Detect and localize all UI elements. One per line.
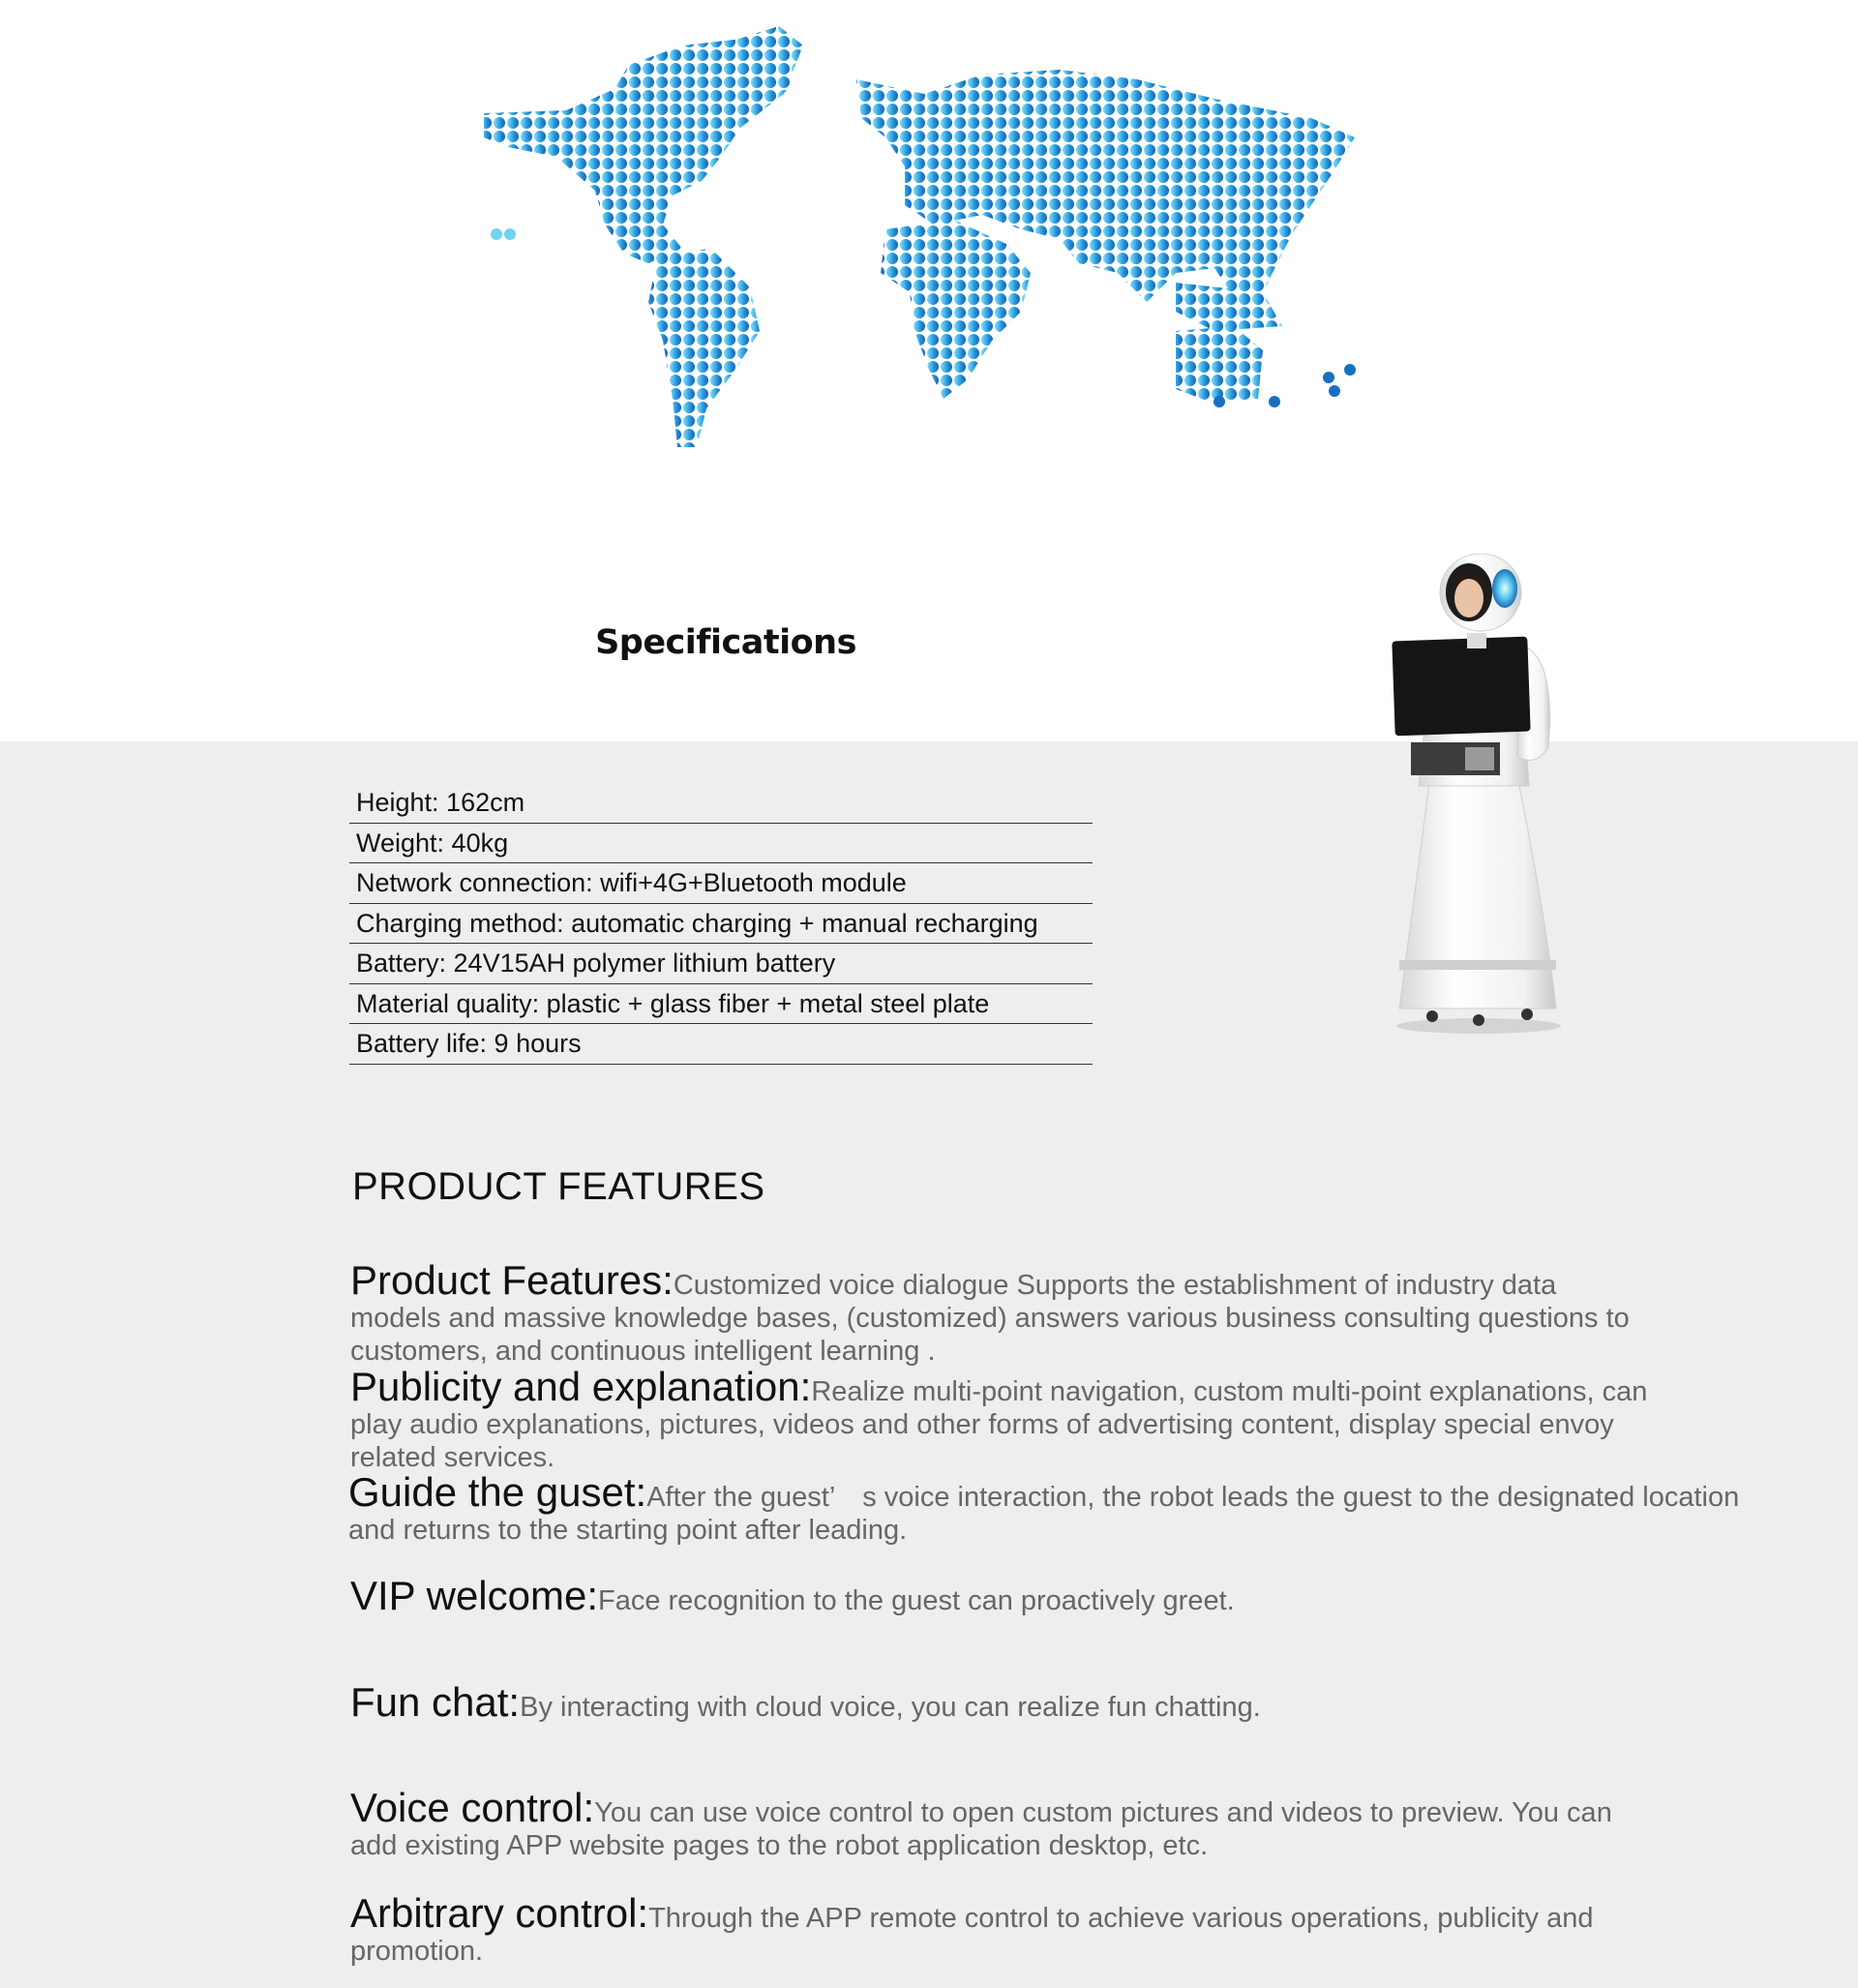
spec-network: Network connection: wifi+4G+Bluetooth module bbox=[349, 863, 1093, 904]
feature-title: Publicity and explanation: bbox=[350, 1364, 812, 1409]
feature-fun-chat bbox=[350, 1679, 1783, 1725]
feature-title: Arbitrary control: bbox=[350, 1890, 649, 1936]
feature-text: After the guest’ s voice interaction, the robot leads the guest to the designated location and returns to the starting point after leading. bbox=[348, 1482, 1740, 1546]
spec-height: Height: 162cm bbox=[349, 783, 1093, 824]
feature-text: Realize multi-point navigation, custom multi-point explanations, can play audio explanations, pictures, videos and other forms of advertising content, display special envoy related services. bbox=[350, 1376, 1648, 1473]
feature-voice-control bbox=[350, 1785, 1657, 1862]
feature-text: By interacting with cloud voice, you can realize fun chatting. bbox=[520, 1692, 1261, 1723]
world-map-image bbox=[479, 21, 1456, 573]
feature-text: Face recognition to the guest can proactively greet. bbox=[598, 1585, 1235, 1616]
feature-text: Customized voice dialogue Supports the establishment of industry data models and massive knowledge bases, (customized) answers various business consulting questions to customers, and continuous intelligent learning . bbox=[350, 1270, 1630, 1367]
feature-text: You can use voice control to open custom pictures and videos to preview. You can add existing APP website pages to the robot application desktop, etc. bbox=[350, 1797, 1612, 1861]
spec-battery: Battery: 24V15AH polymer lithium battery bbox=[349, 944, 1093, 984]
robot-image bbox=[1372, 554, 1575, 1038]
feature-text: Through the APP remote control to achieve various operations, publicity and promotion. bbox=[350, 1903, 1594, 1967]
feature-title: Guide the guset: bbox=[348, 1469, 647, 1515]
specifications-list bbox=[349, 783, 1093, 1065]
feature-vip-welcome bbox=[350, 1573, 1783, 1618]
spec-charging: Charging method: automatic charging + manual recharging bbox=[349, 904, 1093, 945]
feature-arbitrary-control bbox=[350, 1890, 1608, 1968]
feature-publicity bbox=[350, 1364, 1666, 1474]
specifications-title: Specifications bbox=[595, 623, 856, 662]
product-features-heading: PRODUCT FEATURES bbox=[352, 1165, 765, 1208]
spec-weight: Weight: 40kg bbox=[349, 824, 1093, 864]
spec-material: Material quality: plastic + glass fiber + metal steel plate bbox=[349, 984, 1093, 1025]
feature-title: Voice control: bbox=[350, 1785, 595, 1830]
feature-guide-guest bbox=[348, 1469, 1781, 1547]
feature-product-features bbox=[350, 1257, 1647, 1368]
feature-title: Product Features: bbox=[350, 1257, 674, 1303]
spec-battery-life: Battery life: 9 hours bbox=[349, 1024, 1093, 1065]
feature-title: Fun chat: bbox=[350, 1679, 521, 1725]
feature-title: VIP welcome: bbox=[350, 1573, 598, 1618]
